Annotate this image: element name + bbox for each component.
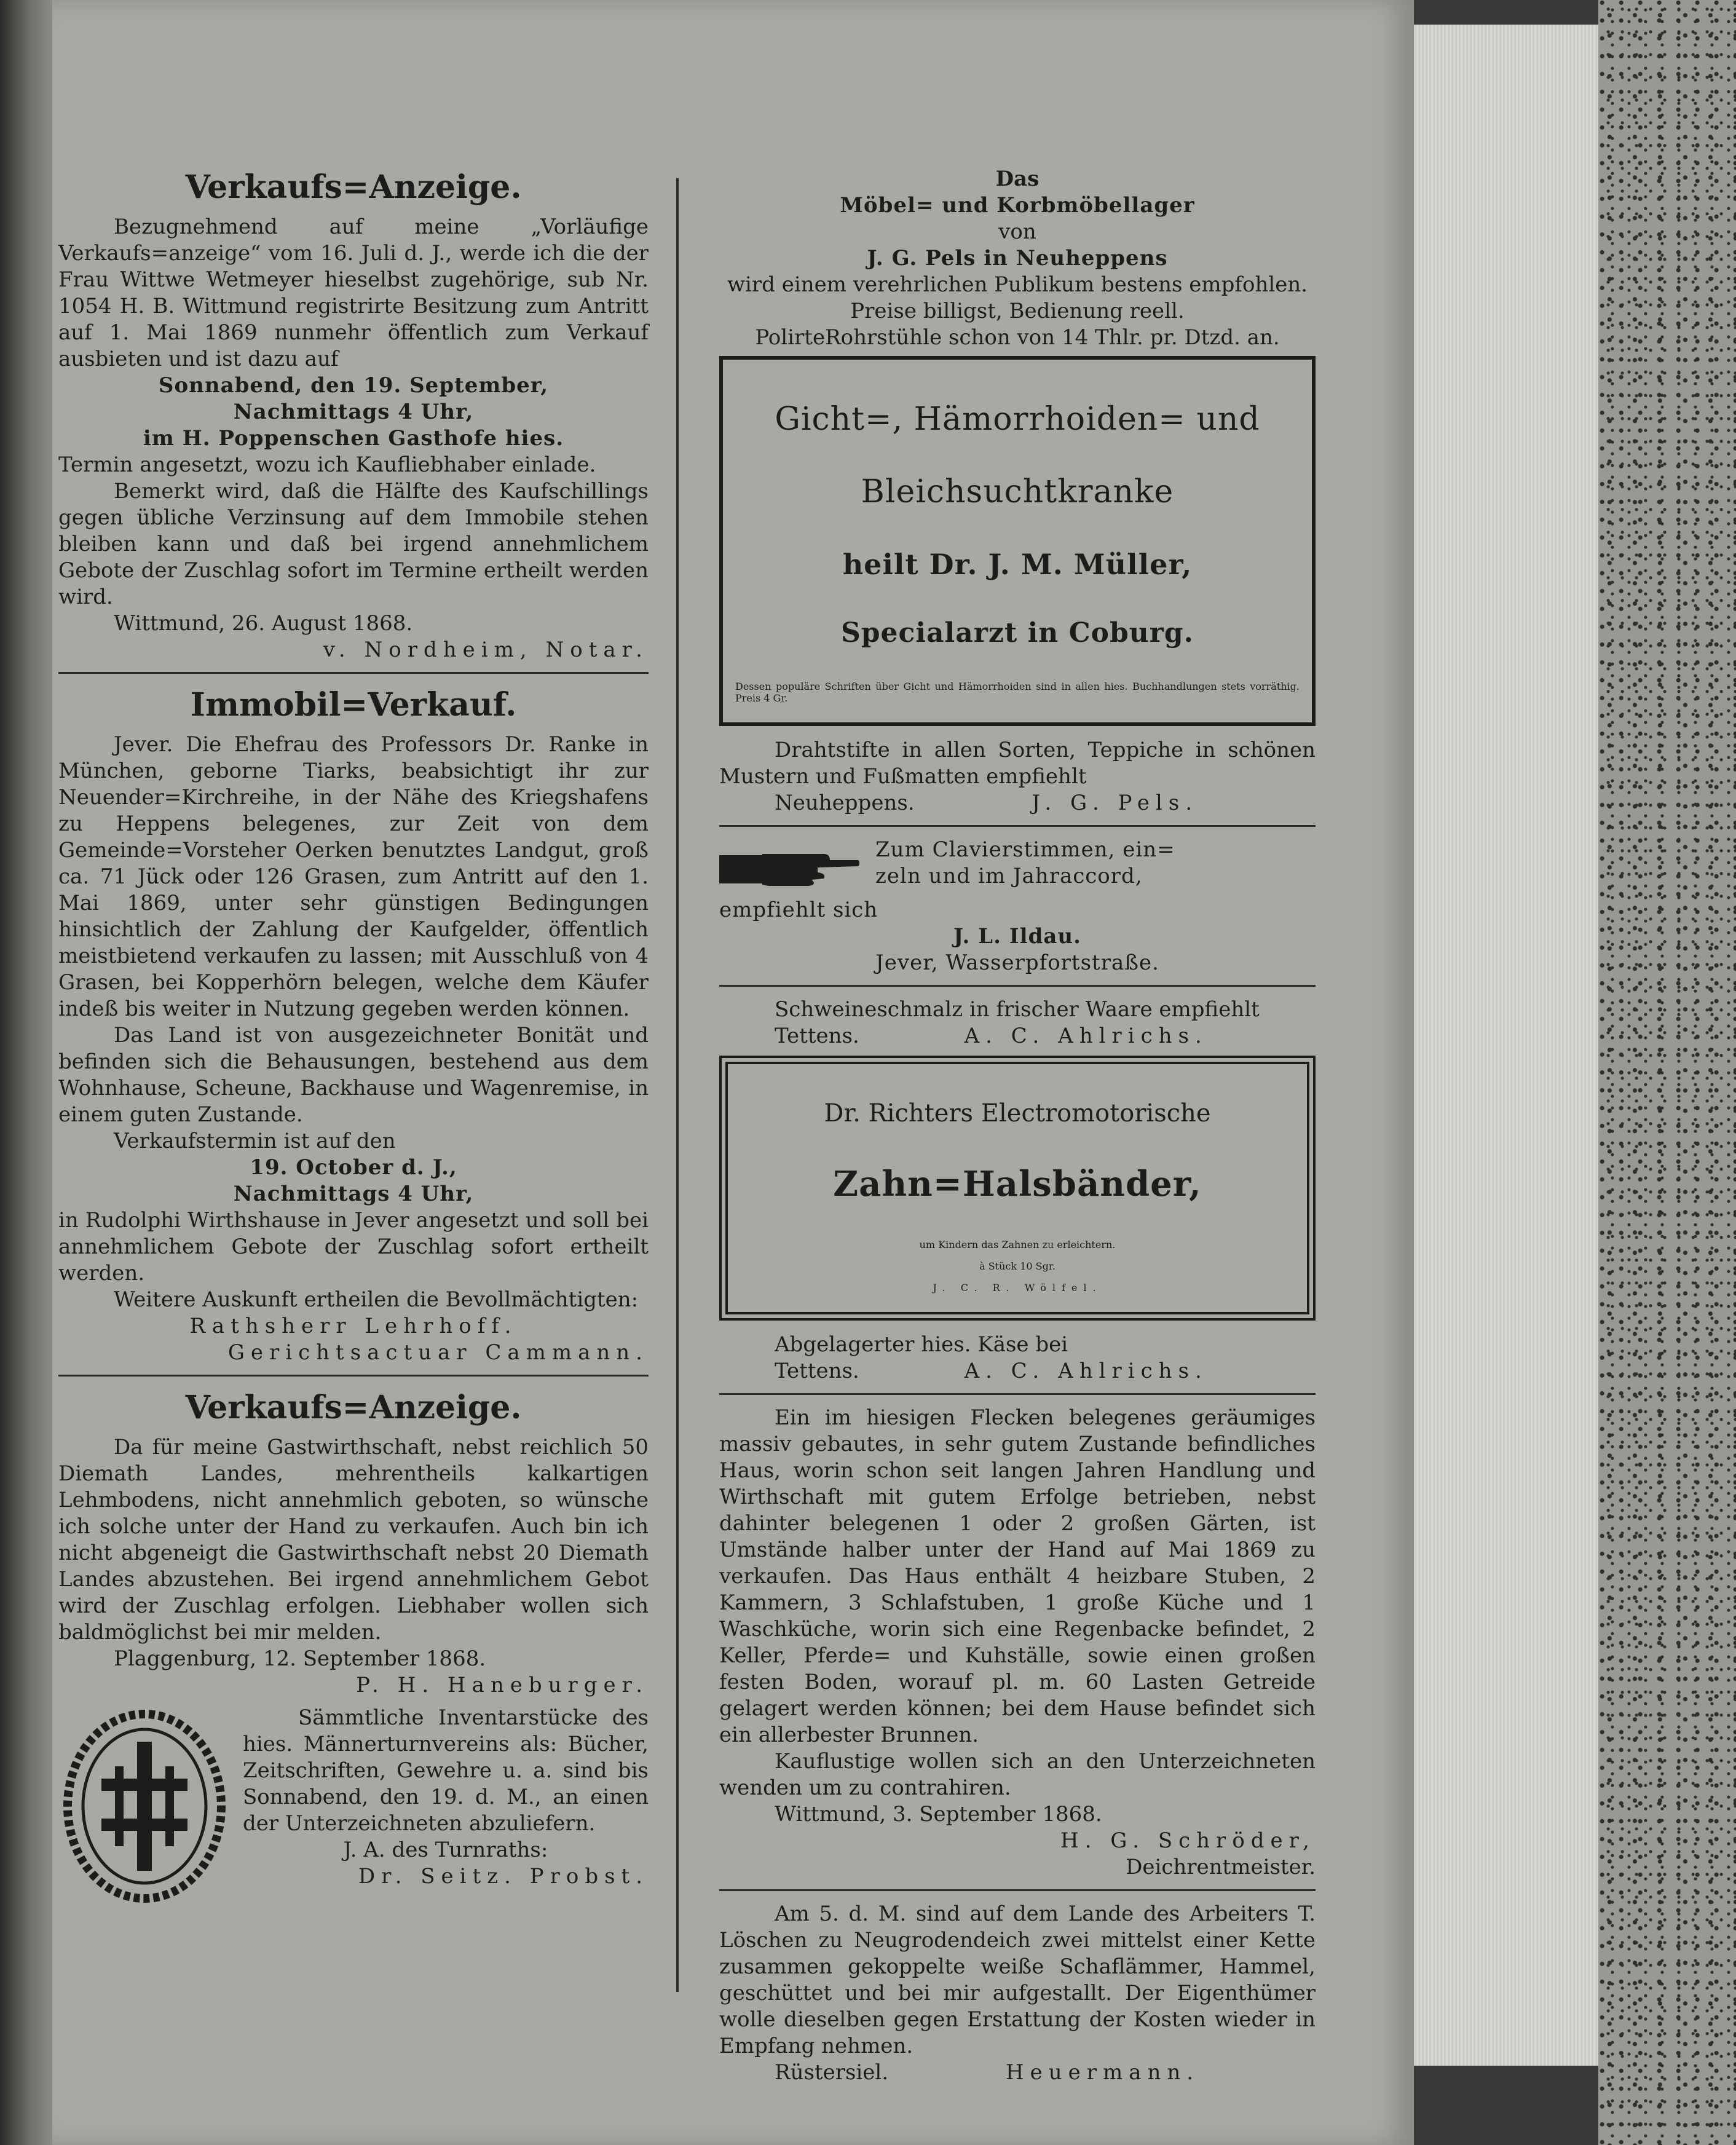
ad-moebellager [719,166,1316,351]
ad-dateline: Plaggenburg, 12. September 1868. [114,1646,486,1671]
ad-place: Tettens. [775,1359,859,1383]
ad-note: Bemerkt wird, daß die Hälfte des Kaufschillings gegen übliche Verzinsung auf dem Immobile stehen bleiben kann und daß bei irgend annehmlichem Gebote der Zuschlag sofort im Termine ertheilt werden wird. [58,479,649,609]
ad-headline [875,837,1175,890]
ad-signature: Rathsherr Lehrhoff. [189,1314,518,1338]
ad-separator [719,1889,1316,1891]
ad-paragraph: Weitere Auskunft ertheilen die Bevollmächtigten: [114,1287,639,1312]
ad-role: Deichrentmeister. [1126,1855,1316,1879]
ad-title: Zahn=Halsbänder, [833,1164,1202,1204]
ad-title: Möbel= und Korbmöbellager [840,193,1195,218]
ad-specialist: Specialarzt in Coburg. [841,617,1194,649]
ad-line: Preise billigst, Bedienung reell. [850,299,1185,323]
ad-schweineschmalz [719,997,1316,1049]
ad-body: Da für meine Gastwirthschaft, nebst reichlich 50 Diemath Landes, mehrentheils kalkartigen Lehmbodens, nicht annehmlich geboten, so wünsche ich solche unter der Hand zu verkaufen. Auch bin ich nicht abgeneigt die Gastwirthschaft nebst 20 Diemath Landes abzustehen. Bei irgend annehmlichem Gebot wird der Zuschlag erfolgen. Liebhaber wollen sich baldmöglichst bei mir melden. [58,1435,649,1645]
ad-haus-verkauf [719,1405,1316,1881]
ad-place: Neuheppens. [775,791,915,815]
ad-von: von [998,219,1036,244]
ad-body: Abgelagerter hies. Käse bei [775,1332,1068,1357]
ad-separator [719,825,1316,827]
ad-signature: Gerichtsactuar Cammann. [227,1340,649,1365]
ad-turnverein [58,1705,649,1908]
ad-line: Zum Clavierstimmen, ein= [875,837,1175,862]
ad-body: Bezugnehmend auf meine „Vorläufige Verkaufs=anzeige“ vom 16. Juli d. J., werde ich die der Frau Wittwe Wetmeyer hieselbst zugehörige, sub Nr. 1054 H. B. Wittmund registrirte Besitzung zum Antritt auf 1. Mai 1869 nunmehr öffentlich zum Verkauf ausbieten und ist dazu auf [58,215,649,371]
ad-separator [719,985,1316,987]
ad-signature: J. G. Pels. [1032,791,1199,815]
ad-gicht-box [719,356,1316,726]
ad-signature: H. G. Schröder, [1060,1828,1316,1853]
ad-signature: v. Nordheim, Notar. [323,638,649,662]
ad-title: Verkaufs=Anzeige. [185,1389,522,1426]
ad-address: Jever, Wasserpfortstraße. [875,950,1159,975]
auction-place: im H. Poppenschen Gasthofe hies. [143,426,564,451]
auction-date: 19. October d. J., [250,1155,457,1180]
ad-body: Dessen populäre Schriften über Gicht und Hämorrhoiden sind in allen hies. Buchhandlungen stets vorräthig. Preis 4 Gr. [735,681,1300,704]
ad-turnverein-text [243,1705,649,1890]
ad-drahtstifte [719,737,1316,816]
book-gutter [0,0,52,2145]
ad-line: J. A. des Turnraths: [343,1838,548,1862]
ad-separator [58,672,649,674]
ad-immobil-verkauf [58,684,649,1366]
ad-clavierstimmen [719,837,1316,976]
ad-line: Dr. Richters Electromotorische [824,1099,1211,1128]
ad-dateline: Wittmund, 26. August 1868. [114,611,413,636]
ad-paragraph: in Rudolphi Wirthshause in Jever angesetzt und soll bei annehmlichem Gebote der Zuschlag sofort ertheilt werden. [58,1208,649,1286]
ad-name: J. L. Ildau. [953,924,1081,949]
ad-line: PolirteRohrstühle schon von 14 Thlr. pr. Dtzd. an. [755,325,1280,350]
ad-signature: J. C. R. Wölfel. [933,1282,1102,1294]
ad-body: Schweineschmalz in frischer Waare empfiehlt [775,997,1260,1022]
ad-place-signature [719,1358,1316,1385]
ad-signature: Heuermann. [1005,2060,1200,2085]
ad-separator [719,1393,1316,1395]
ad-title: Immobil=Verkauf. [190,686,517,724]
ad-hand-row [719,837,1316,897]
ad-signature: P. H. Haneburger. [356,1673,649,1697]
ad-title: Gicht=, Hämorrhoiden= und [775,401,1260,438]
ad-place: Tettens. [775,1024,859,1048]
pointing-hand-icon [719,842,861,897]
ad-body: Am 5. d. M. sind auf dem Lande des Arbeiters T. Löschen zu Neugrodendeich zwei mittelst einer Kette zusammen gekoppelte weiße Schaflämmer, Hammel, geschüttet und bei mir aufgestallt. Der Eigenthümer wolle dieselben gegen Erstattung der Kosten wieder in Empfang nehmen. [719,1902,1316,2058]
ad-signature: Dr. Seitz. Probst. [358,1864,649,1889]
ad-place-signature [719,790,1316,816]
book-page-edges [1414,25,1598,2066]
ad-doctor: heilt Dr. J. M. Müller, [842,548,1193,581]
left-column [58,166,649,1908]
ad-place-signature [719,2060,1316,2086]
ad-line: um Kindern das Zahnen zu erleichtern. [919,1239,1116,1250]
ad-title: Bleichsuchtkranke [861,473,1174,510]
ad-name: J. G. Pels in Neuheppens [867,246,1168,271]
ad-line: wird einem verehrlichen Publikum bestens empfohlen. [727,272,1308,297]
ad-signature: A. C. Ahlrichs. [964,1024,1208,1048]
ad-dateline: Wittmund, 3. September 1868. [775,1802,1102,1827]
auction-time: Nachmittags 4 Uhr, [233,1182,474,1206]
ad-line: à Stück 10 Sgr. [979,1260,1055,1272]
ad-paragraph: Ein im hiesigen Flecken belegenes geräumiges massiv gebautes, in sehr gutem Zustande befindliches Haus, worin schon seit langen Jahren Handlung und Wirthschaft mit gutem Erfolge betrieben, nebst dahinter belegenen 1 oder 2 großen Gärten, ist Umstände halber unter der Hand auf Mai 1869 zu verkaufen. Das Haus enthält 4 heizbare Stuben, 2 Kammern, 3 Schlafstuben, 1 große Küche und 1 Waschküche, worin sich eine Regenbacke befindet, 2 Keller, Pferde= und Kuhställe, sowie einen großen festen Boden, worauf pl. m. 60 Lasten Getreide gelagert werden können; bei dem Hause befindet sich ein allerbester Brunnen. [719,1405,1316,1747]
ad-title: Verkaufs=Anzeige. [185,168,522,206]
turnverein-emblem-icon [58,1705,231,1908]
ad-body: Drahtstifte in allen Sorten, Teppiche in schönen Mustern und Fußmatten empfiehlt [719,738,1316,789]
auction-date: Sonnabend, den 19. September, [158,373,549,398]
ad-zahnhalsbaender-box [725,1062,1309,1314]
right-column [719,166,1316,2086]
ad-paragraph: Das Land ist von ausgezeichneter Bonität und befinden sich die Behausungen, bestehend aus dem Wohnhause, Scheune, Backhause und Wagenremise, in einem guten Zustande. [58,1023,649,1127]
book-cover [1598,0,1736,2145]
ad-verkaufs-anzeige-wetmeyer [58,166,649,663]
ad-line: empfiehlt sich [719,898,878,922]
ad-place-signature [719,1023,1316,1049]
ad-line: zeln und im Jahraccord, [875,864,1143,888]
ad-place: Rüstersiel. [775,2060,889,2085]
ad-termin: Termin angesetzt, wozu ich Kaufliebhaber einlade. [58,452,596,477]
column-rule [676,178,679,1992]
ad-das: Das [995,167,1040,191]
ad-separator [58,1375,649,1377]
ad-paragraph: Kauflustige wollen sich an den Unterzeichneten wenden um zu contrahiren. [719,1749,1316,1800]
ad-paragraph: Jever. Die Ehefrau des Professors Dr. Ranke in München, geborne Tiarks, beabsichtigt ihr zur Neuender=Kirchreihe, in der Nähe des Kriegshafens zu Heppens belegenes, zur Zeit von dem Gemeinde=Vorsteher Oerken benutztes Landgut, groß ca. 71 Jück oder 126 Grasen, zum Antritt auf den 1. Mai 1869, unter sehr günstigen Bedingungen hinsichtlich der Zahlung der Kaufgelder, öffentlich meistbietend verkaufen zu lassen; mit Ausschluß von 4 Grasen, bei Kopperhörn belegen, welche dem Käufer indeß bis weiter in Nutzung gegeben werden können. [58,732,649,1021]
ad-kaese [719,1332,1316,1385]
ad-body: Sämmtliche Inventarstücke des hies. Männerturnvereins als: Bücher, Zeitschriften, Gewehre u. a. sind bis Sonnabend, den 19. d. M., an einen der Unterzeichneten abzuliefern. [243,1705,649,1836]
auction-time: Nachmittags 4 Uhr, [233,400,474,424]
ad-schaflaemmer [719,1901,1316,2086]
ad-verkaufs-anzeige-haneburger [58,1386,649,1699]
ad-paragraph: Verkaufstermin ist auf den [114,1129,396,1153]
ad-signature: A. C. Ahlrichs. [964,1359,1208,1383]
